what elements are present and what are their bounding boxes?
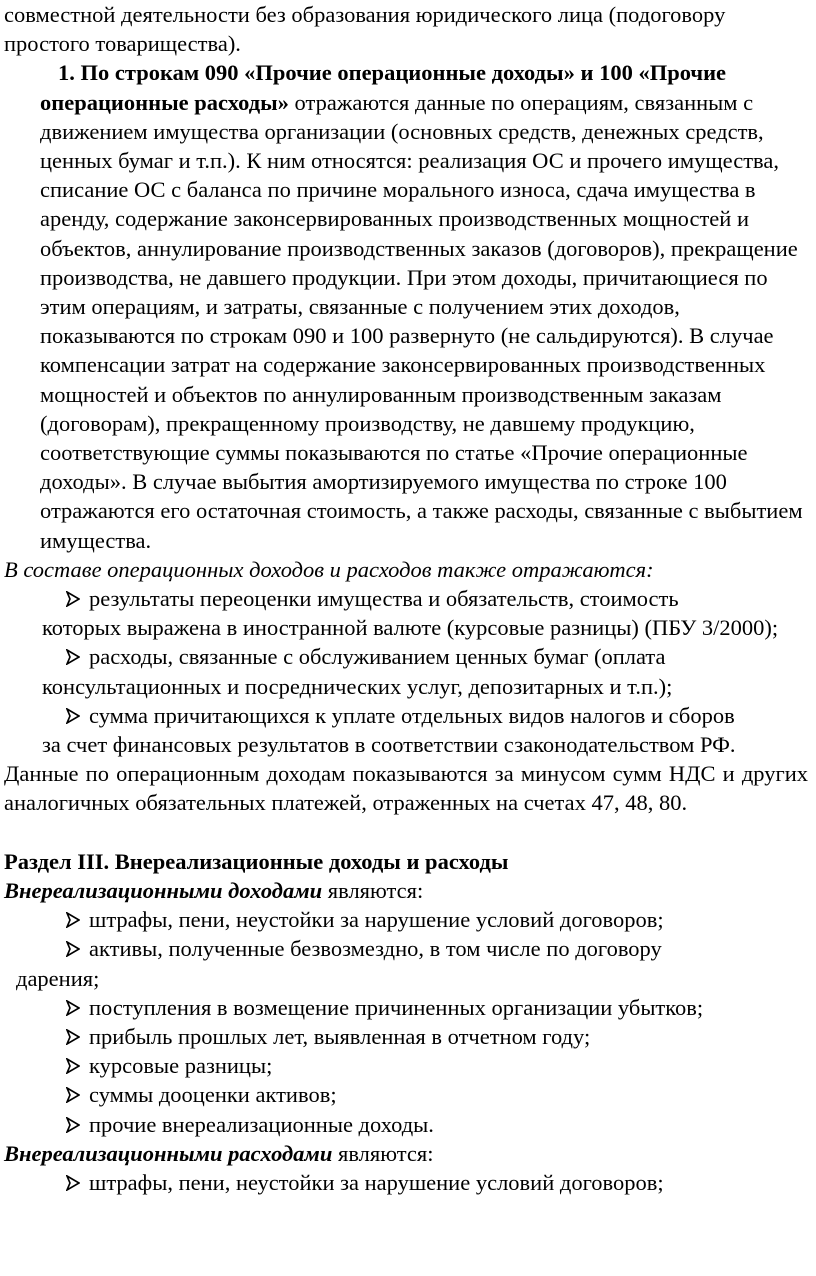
arrow-bullet-icon (66, 905, 80, 928)
list-item (42, 701, 808, 759)
list-item (16, 934, 776, 992)
list-item (16, 1168, 776, 1197)
list-item-rest: за счет финансовых результатов в соответствии сзаконодательством РФ. (42, 732, 736, 758)
list-item-rest: дарения; (16, 965, 100, 991)
arrow-bullet-icon (66, 642, 80, 665)
section3-title: Раздел III. Внереализационные доходы и расходы (4, 848, 509, 874)
vat-note: Данные по операционным доходам показываются за минусом сумм НДС и других аналогичных обязательных платежей, отраженных на счетах 47, 48, 80. (4, 761, 808, 816)
arrow-bullet-icon (66, 1080, 80, 1103)
list-item (16, 1022, 776, 1051)
arrow-bullet-icon (66, 584, 80, 607)
list-item-first: поступления в возмещение причиненных организации убытков; (89, 994, 704, 1020)
list-item (16, 1080, 776, 1109)
arrow-bullet-icon (66, 993, 80, 1016)
list-item-rest: консультационных и посреднических услуг, депозитарных и т.п.); (42, 673, 673, 699)
arrow-bullet-icon (66, 1051, 80, 1074)
operational-list (0, 584, 816, 759)
list-item-first: расходы, связанные с обслуживанием ценных бумаг (оплата (89, 644, 666, 670)
arrow-bullet-icon (66, 1168, 80, 1191)
list-item (16, 1051, 776, 1080)
expense-heading (4, 1139, 816, 1168)
expense-label: Внереализационными расходами (4, 1140, 333, 1166)
intro-paragraph: совместной деятельности без образования юридического лица (подоговору простого товарищества). (4, 2, 726, 57)
blank-line (0, 818, 816, 847)
income-heading (4, 876, 816, 905)
list-item-first: штрафы, пени, неустойки за нарушение условий договоров; (89, 907, 664, 933)
list-item-first: курсовые разницы; (89, 1053, 273, 1079)
section1-bold-lead: 1. По строкам 090 «Прочие операционные доходы» и 100 «Прочие операционные расходы» (40, 60, 727, 115)
list-item-first: результаты переоценки имущества и обязательств, стоимость (89, 586, 679, 612)
income-suffix: являются: (322, 877, 424, 903)
operational-heading: В составе операционных доходов и расходов также отражаются: (4, 556, 654, 582)
list-item-first: активы, полученные безвозмездно, в том числе по договору (89, 936, 662, 962)
expense-suffix: являются: (332, 1140, 434, 1166)
arrow-bullet-icon (66, 701, 80, 724)
list-item (16, 993, 776, 1022)
list-item-rest: которых выражена в иностранной валюте (курсовые разницы) (ПБУ 3/2000); (42, 615, 779, 641)
arrow-bullet-icon (66, 934, 80, 957)
income-label: Внереализационными доходами (4, 877, 323, 903)
arrow-bullet-icon (66, 1022, 80, 1045)
income-list (0, 905, 816, 1139)
arrow-bullet-icon (66, 1110, 80, 1133)
list-item-first: сумма причитающихся к уплате отдельных видов налогов и сборов (89, 702, 735, 728)
expense-list (0, 1168, 816, 1197)
list-item (16, 1110, 776, 1139)
list-item (42, 584, 808, 642)
list-item (16, 905, 776, 934)
list-item-first: суммы дооценки активов; (89, 1082, 337, 1108)
list-item (42, 642, 808, 700)
list-item-first: прибыль прошлых лет, выявленная в отчетном году; (89, 1023, 591, 1049)
list-item-first: прочие внереализационные доходы. (89, 1111, 434, 1137)
section1-paragraph (40, 58, 804, 554)
list-item-first: штрафы, пени, неустойки за нарушение условий договоров; (89, 1169, 664, 1195)
section1-text: отражаются данные по операциям, связанным с движением имущества организации (основных средств, денежных средств, ценных бумаг и т.п.). К ним относятся: реализация ОС и прочего имущества, списание ОС с баланса по причине морального износа, сдача имущества в аренду, содержание законсервированных производственных мощностей и объектов, аннулирование производственных заказов (договоров), прекращение производства, не давшего продукции. При этом доходы, причитающиеся по этим операциям, и затраты, связанные с получением этих доходов, показываются по строкам 090 и 100 развернуто (не сальдируются). В случае компенсации затрат на содержание законсервированных производственных мощностей и объектов по аннулированным производственным заказам (договорам), прекращенному производству, не давшему продукцию, соответствующие суммы показываются по статье «Прочие операционные доходы». В случае выбытия амортизируемого имущества по строке 100 отражаются его остаточная стоимость, а также расходы, связанные с выбытием имущества. (40, 89, 803, 553)
